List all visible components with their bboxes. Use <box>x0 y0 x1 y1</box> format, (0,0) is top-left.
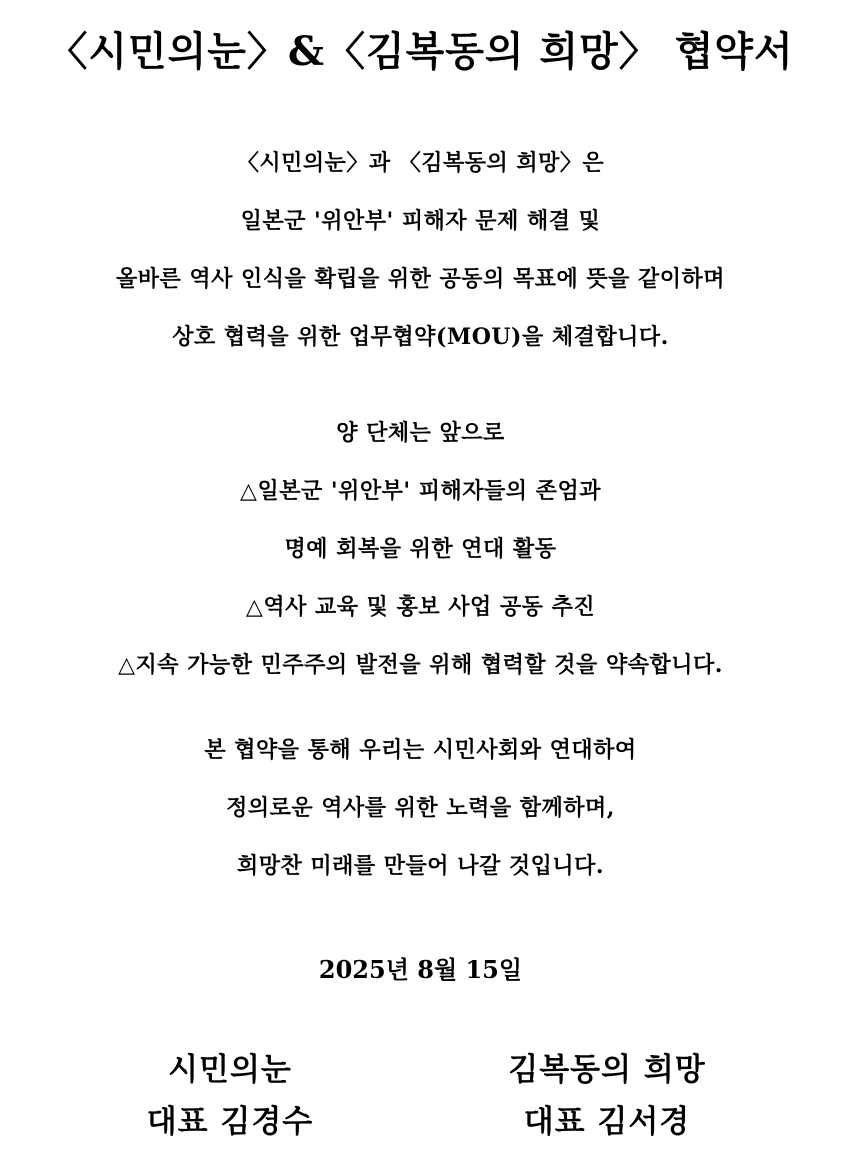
paragraph-line: 〈시민의눈〉과 〈김복동의 희망〉은 <box>236 150 605 176</box>
signature-block-right <box>437 1044 777 1148</box>
paragraph-line: 일본군 '위안부' 피해자 문제 해결 및 <box>240 208 601 234</box>
agreement-date: 2025년 8월 15일 <box>318 955 523 984</box>
paragraph-line: 정의로운 역사를 위한 노력을 함께하며, <box>226 795 615 821</box>
purpose-paragraph <box>0 134 841 366</box>
paragraph-line: 양 단체는 앞으로 <box>336 420 505 446</box>
paragraph-line: 명예 회복을 위한 연대 활동 <box>284 536 557 562</box>
document-title: 〈시민의눈〉&〈김복동의 희망〉 협약서 <box>47 28 794 75</box>
paragraph-line: △일본군 '위안부' 피해자들의 존엄과 <box>240 478 601 504</box>
paragraph-line: 본 협약을 통해 우리는 시민사회와 연대하여 <box>204 737 637 763</box>
signature-block-left <box>60 1044 400 1148</box>
signatory-org: 김복동의 희망 <box>508 1052 706 1088</box>
signatory-org: 시민의눈 <box>168 1052 292 1088</box>
commitments-paragraph <box>0 404 841 694</box>
paragraph-line: △지속 가능한 민주주의 발전을 위해 협력할 것을 약속합니다. <box>118 652 723 678</box>
paragraph-line: △역사 교육 및 홍보 사업 공동 추진 <box>245 594 596 620</box>
paragraph-line: 올바른 역사 인식을 확립을 위한 공동의 목표에 뜻을 같이하며 <box>115 266 726 292</box>
paragraph-line: 희망찬 미래를 만들어 나갈 것입니다. <box>236 853 605 879</box>
closing-paragraph <box>0 721 841 895</box>
paragraph-line: 상호 협력을 위한 업무협약(MOU)을 체결합니다. <box>172 324 669 350</box>
signatory-representative: 대표 김서경 <box>523 1104 691 1140</box>
signatory-representative: 대표 김경수 <box>146 1104 314 1140</box>
